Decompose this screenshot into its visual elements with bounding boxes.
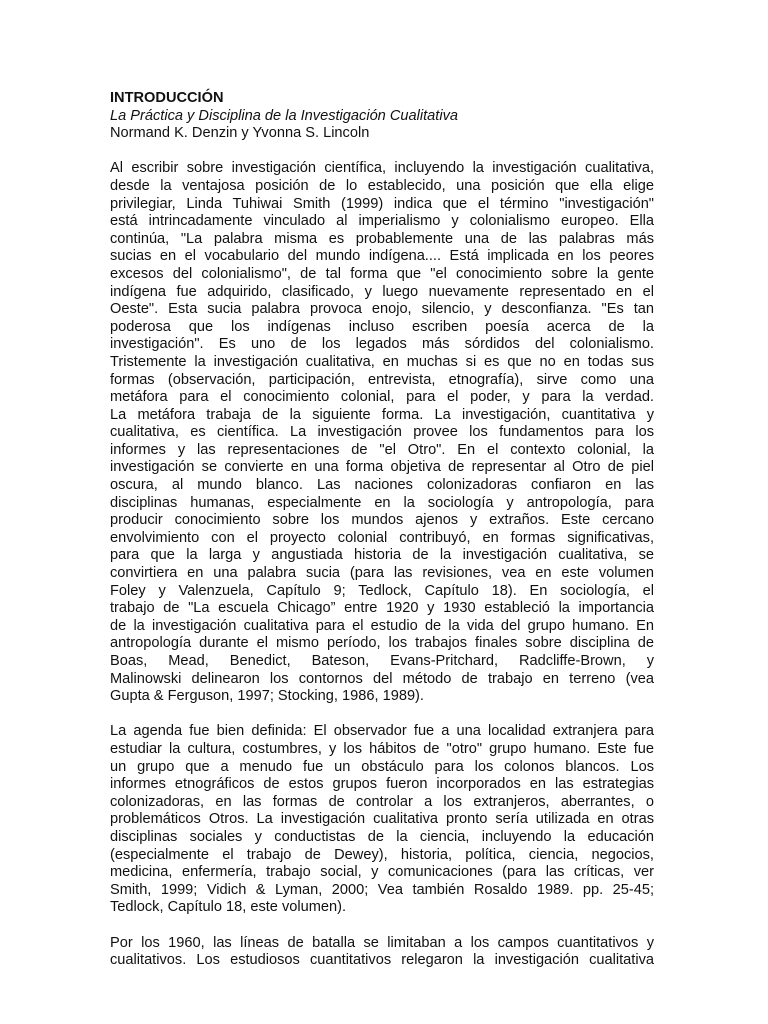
paragraph-line: estudiar la cultura, costumbres, y los hábitos de "otro" grupo humano. Este fue xyxy=(110,740,654,757)
paragraph-line: cualitativos. Los estudiosos cuantitativos relegaron la investigación cualitativa xyxy=(110,952,654,969)
paragraph-line: un grupo que a menudo fue un obstáculo para los colonos blancos. Los xyxy=(110,758,654,775)
paragraph-line: convirtiera en una palabra sucia (para las revisiones, vea en este volumen xyxy=(110,565,654,582)
paragraph-line: La agenda fue bien definida: El observador fue a una localidad extranjera para xyxy=(110,723,654,740)
paragraph-line: privilegiar, Linda Tuhiwai Smith (1999) indica que el término "investigación" xyxy=(110,195,654,212)
paragraph-line: excesos del colonialismo", de tal forma que "el conocimiento sobre la gente xyxy=(110,265,654,282)
paragraph-line: trabajo de "La escuela Chicago” entre 1920 y 1930 estableció la importancia xyxy=(110,600,654,617)
paragraph-line: Smith, 1999; Vidich & Lyman, 2000; Vea también Rosaldo 1989. pp. 25-45; xyxy=(110,881,654,898)
paragraph-line: (especialmente el trabajo de Dewey), historia, política, ciencia, negocios, xyxy=(110,846,654,863)
paragraph-line: Tristemente la investigación cualitativa, en muchas si es que no en todas sus xyxy=(110,353,654,370)
paragraph-line: investigación". Es uno de los legados más sórdidos del colonialismo. xyxy=(110,336,654,353)
paragraph-line: metáfora para el conocimiento colonial, para el poder, y para la verdad. xyxy=(110,389,654,406)
body-paragraphs xyxy=(110,160,654,969)
paragraph-line: sucias en el vocabulario del mundo indígena.... Está implicada en los peores xyxy=(110,248,654,265)
paragraph-line: continúa, "La palabra misma es probablemente una de las palabras más xyxy=(110,230,654,247)
paragraph-line: Boas, Mead, Benedict, Bateson, Evans-Pritchard, Radcliffe-Brown, y xyxy=(110,653,654,669)
paragraph-line: investigación se convierte en una forma objetiva de representar al Otro de piel xyxy=(110,459,654,476)
paragraph-line: de la investigación cualitativa para el estudio de la vida del grupo humano. En xyxy=(110,617,654,634)
authors-line: Normand K. Denzin y Yvonna S. Lincoln xyxy=(110,125,370,142)
paragraph-line: producir conocimiento sobre los mundos ajenos y extraños. Este cercano xyxy=(110,512,654,529)
section-heading: INTRODUCCIÓN xyxy=(110,90,224,106)
paragraph-line: Gupta & Ferguson, 1997; Stocking, 1986, 1989). xyxy=(110,688,424,705)
paragraph-line: informes y las representaciones de "el Otro". En el contexto colonial, la xyxy=(110,441,654,458)
paragraph-line: disciplinas sociales y conductistas de la ciencia, incluyendo la educación xyxy=(110,828,654,845)
paragraph-line: disciplinas humanas, especialmente en la sociología y antropología, para xyxy=(110,494,654,511)
paragraph-line: Al escribir sobre investigación científica, incluyendo la investigación cualitativa, xyxy=(110,160,654,177)
paragraph-line: medicina, enfermería, trabajo social, y comunicaciones (para las críticas, ver xyxy=(110,864,654,881)
paragraph-line: colonizadoras, en las formas de controlar a los extranjeros, aberrantes, o xyxy=(110,793,654,810)
paragraph-line: Oeste". Esta sucia palabra provoca enojo, silencio, y desconfianza. "Es tan xyxy=(110,301,654,318)
paragraph-line: formas (observación, participación, entrevista, etnografía), sirve como una xyxy=(110,371,654,388)
paragraph-line: está intrincadamente vinculado al imperialismo y colonialismo europeo. Ella xyxy=(110,213,654,230)
body-paragraph xyxy=(110,935,654,970)
paragraph-line: cualitativa, es científica. La investigación provee los fundamentos para los xyxy=(110,424,654,441)
paragraph-line: La metáfora trabaja de la siguiente forma. La investigación, cuantitativa y xyxy=(110,406,654,423)
body-paragraph xyxy=(110,160,654,705)
paragraph-line: Por los 1960, las líneas de batalla se limitaban a los campos cuantitativos y xyxy=(110,934,654,951)
paragraph-line: antropología durante el mismo período, los trabajos finales sobre disciplina de xyxy=(110,635,654,652)
document-body xyxy=(110,90,654,970)
body-paragraph xyxy=(110,723,654,917)
paragraph-line: poderosa que los indígenas incluso escriben poesía acerca de la xyxy=(110,318,654,335)
paragraph-line: informes etnográficos de estos grupos fueron incorporados en las estrategias xyxy=(110,776,654,793)
paragraph-line: Tedlock, Capítulo 18, este volumen). xyxy=(110,899,347,916)
chapter-subtitle: La Práctica y Disciplina de la Investigación Cualitativa xyxy=(110,107,458,124)
paragraph-line: para que la larga y angustiada historia de la investigación cualitativa, se xyxy=(110,547,654,564)
paragraph-line: envolvimiento con el proyecto colonial contribuyó, en formas significativas, xyxy=(110,529,654,546)
paragraph-line: indígena fue adquirido, clasificado, y luego nuevamente representado en el xyxy=(110,283,654,300)
paragraph-line: problemáticos Otros. La investigación cualitativa pronto sería utilizada en otras xyxy=(110,811,654,828)
paragraph-line: Foley y Valenzuela, Capítulo 9; Tedlock, Capítulo 18). En sociología, el xyxy=(110,582,654,599)
paragraph-line: oscura, al mundo blanco. Las naciones colonizadoras confiaron en las xyxy=(110,477,654,494)
paragraph-line: desde la ventajosa posición de lo establecido, una posición que ella elige xyxy=(110,177,654,194)
paragraph-line: Malinowski delinearon los contornos del método de trabajo en terreno (vea xyxy=(110,670,654,687)
